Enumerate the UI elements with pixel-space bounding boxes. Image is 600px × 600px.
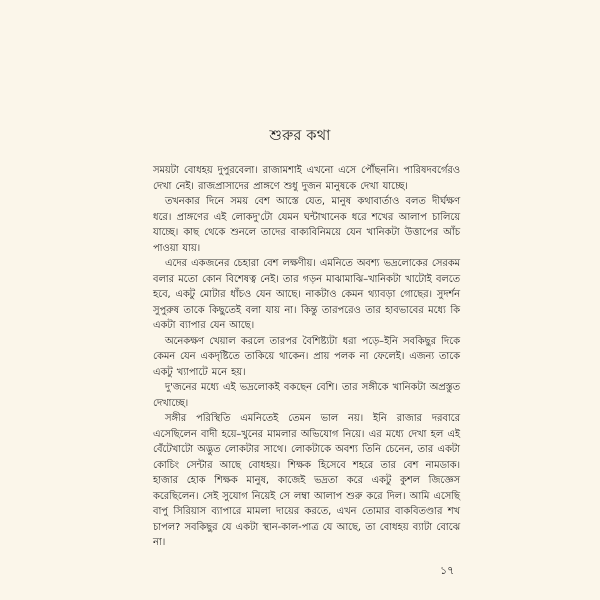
- paragraph: তখনকার দিনে সময় বেশ আস্তে যেত, মানুষ কথাবার্তাও বলত দীর্ঘক্ষণ ধরে। প্রাঙ্গণের এই লোকদু'টো যেমন ঘন্টাখানেক ধরে শখের আলাপ চালিয়ে যাচ্ছে। কাছ থেকে শুনলে তাদের বাক্যবিনিময়ে যেন খানিকটা উত্তাপের আঁচ পাওয়া যায়।: [153, 196, 460, 254]
- page-number: ১৭: [440, 564, 455, 577]
- paragraph: সঙ্গীর পরিস্থিতি এমনিতেই তেমন ভাল নয়। ইনি রাজার দরবারে এসেছিলেন বাদী হয়ে–খুনের মামলার অভিযোগ নিয়ে। এর মধ্যে দেখা হল এই বেঁটেখাটো অদ্ভুত লোকটার সাথে। লোকটাকে অবশ্য তিনি চেনেন, তার একটা কোচিং সেন্টার আছে বোধহয়। শিক্ষক হিসেবে শহরে তার বেশ নামডাক। হাজার হোক শিক্ষক মানুষ, কাজেই ভদ্রতা করে একটু কুশল জিজ্ঞেস করেছিলেন। সেই সুযোগ নিয়েই সে লম্বা আলাপ শুরু করে দিল। আমি এসেছি বাপু সিরিয়াস ব্যাপারে মামলা দায়ের করতে, এখন তোমার বাকবিতণ্ডার শখ চাপল? সবকিছুর যে একটা স্থান-কাল-পাত্র যে আছে, তা বোধহয় ব্যাটা বোঝে না।: [153, 413, 460, 548]
- paragraph: সময়টা বোধহয় দুপুরবেলা। রাজামশাই এখনো এসে পৌঁছননি। পারিষদবর্গেরও দেখা নেই। রাজপ্রাসাদের প্রাঙ্গণে শুধু দুজন মানুষকে দেখা যাচ্ছে।: [153, 165, 460, 192]
- paragraph: দু'জনের মধ্যে এই ভদ্রলোকই বকছেন বেশি। তার সঙ্গীকে খানিকটা অপ্রস্তুত দেখাচ্ছে।: [153, 382, 460, 409]
- body-text: [153, 163, 460, 551]
- chapter-title: শুরুর কথা: [269, 128, 331, 144]
- paragraph: এদের একজনের চেহারা বেশ লক্ষণীয়। এমনিতে অবশ্য ভদ্রলোকের সেরকম বলার মতো কোন বিশেষত্ব নেই। তার গড়ন মাঝামাঝি–খানিকটা খাটোই বলতে হবে, একটু মোটার ধাঁচও যেন আছে। নাকটাও কেমন থ্যাবড়া গোছের। সুদর্শন সুপুরুষ তাকে কিছুতেই বলা যায় না। কিন্তু তারপরেও তার হাবভাবের মধ্যে কি একটা ব্যাপার যেন আছে।: [153, 258, 460, 331]
- paragraph: অনেকক্ষণ খেয়াল করলে তারপর বৈশিষ্ট্যটা ধরা পড়ে–ইনি সবকিছুর দিকে কেমন যেন একদৃষ্টিতে তাকিয়ে থাকেন। প্রায় পলক না ফেলেই। এজন্য তাকে একটু খ্যাপাটে মনে হয়।: [153, 335, 460, 378]
